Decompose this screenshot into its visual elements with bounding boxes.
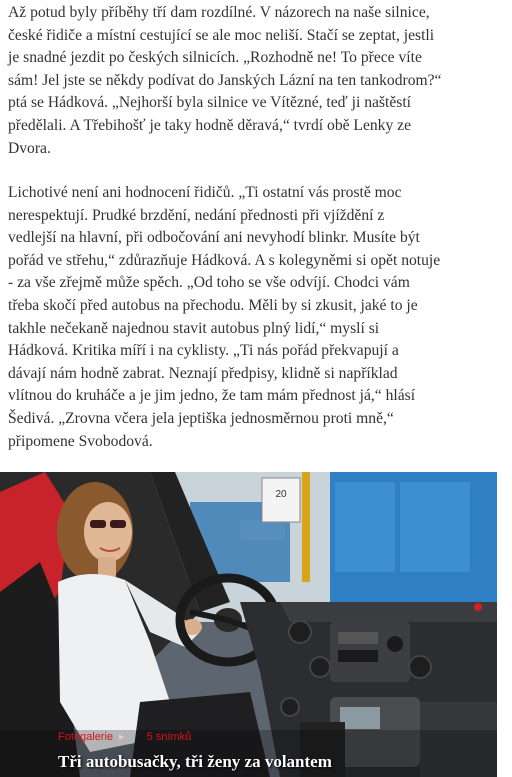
- paragraph-line: vedlejší na hlavní, při odbočování ani nevyhodí blinkr. Musíte být: [8, 229, 420, 247]
- photo-caption[interactable]: Tři autobusačky, tři ženy za volantem: [58, 752, 332, 771]
- paragraph-line: připomene Svobodová.: [8, 432, 153, 450]
- camera-icon: ▸: [119, 731, 125, 743]
- gallery-link[interactable]: [58, 730, 191, 743]
- photo-count[interactable]: 5 snímků: [146, 731, 192, 743]
- paragraph-line: - za vše zřejmě může spěch. „Od toho se vše odvíjí. Chodci vám: [8, 274, 410, 292]
- paragraph-line: české řidiče a místní cestující se ale moc neliší. Stačí se zeptat, jestli: [8, 26, 435, 44]
- paragraph-line: dávají nám hodně zabrat. Neznají předpisy, klidně si například: [8, 364, 398, 382]
- paragraph-line: Šedivá. „Zrovna včera jela jeptiška jednosměrnou proti mně,“: [8, 409, 394, 427]
- article-paragraph: [8, 182, 508, 453]
- route-sign-number: 20: [275, 489, 287, 500]
- paragraph-line: takhle nečekaně najednou stavit autobus plný lidí,“ myslí si: [8, 319, 380, 337]
- paragraph-line: Lichotivé není ani hodnocení řidičů. „Ti ostatní vás prostě moc: [8, 184, 402, 201]
- paragraph-line: Až potud byly příběhy tří dam rozdílné. V názorech na naše silnice,: [8, 4, 430, 21]
- paragraph-line: je snadné jezdit po českých silnicích. „Rozhodně ne! To přece víte: [8, 49, 422, 67]
- paragraph-line: třeba skočí před autobus na přechodu. Měli by si zkusit, jaké to je: [8, 296, 418, 314]
- paragraph-line: Hádková. Kritika míří i na cyklisty. „Ti nás pořád překvapují a: [8, 342, 399, 360]
- paragraph-line: ptá se Hádková. „Nejhorší byla silnice ve Vítězné, teď ji naštěstí: [8, 94, 411, 112]
- paragraph-line: vlítnou do kruháče a je jim jedno, že tam mám přednost já,“ hlásí: [8, 387, 416, 405]
- paragraph-line: předělali. A Třebihošť je taky hodně děravá,“ tvrdí obě Lenky ze: [8, 116, 412, 134]
- gallery-link-label[interactable]: Fotogalerie: [58, 731, 114, 743]
- article-paragraph: [8, 2, 508, 160]
- paragraph-line: sám! Jel jste se někdy podívat do Janských Lázní na ten tankodrom?“: [8, 71, 442, 89]
- paragraph-line: nerespektují. Prudké brzdění, nedání přednosti při vjíždění z: [8, 206, 385, 224]
- paragraph-line: pořád ve střehu,“ zdůrazňuje Hádková. A s kolegyněmi si opět notuje: [8, 251, 441, 269]
- paragraph-line: Dvora.: [8, 139, 51, 157]
